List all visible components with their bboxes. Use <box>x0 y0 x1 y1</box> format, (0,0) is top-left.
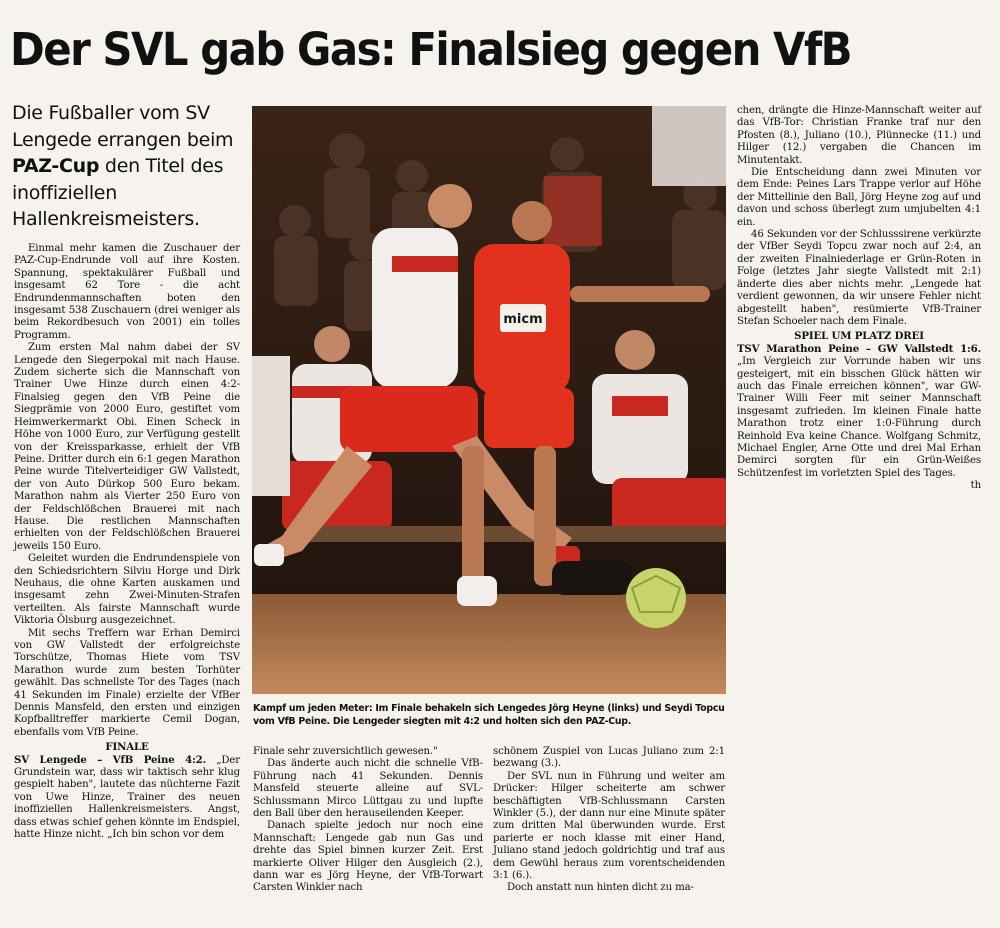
paragraph-text: „Im Vergleich zur Vorrunde haben wir uns gesteigert, mit ein bisschen Glück hätten wir auch das Finale erreichen können", war GW-Trainer Willi Feer mit seiner Mannschaft insgesamt zufrieden. Im kleinen Finale hatte Marathon trotz einer 1:0-Führung durch Reinhold Eva keine Chance. Wolfgang Schmitz, Michael Engler, Arne Otte und drei Mal Erhan Demirci sorgten für ein Grün-Weißes Schützenfest im vorletzten Spiel des Tages. <box>737 356 981 479</box>
paragraph <box>737 343 981 480</box>
paragraph: Einmal mehr kamen die Zuschauer der PAZ-Cup-Endrunde voll auf ihre Kosten. Spannung, spektakulärer Fußball und insgesamt 62 Tore - die acht Endrundenmannschaften boten den insgesamt 538 Zuschauern (drei weniger als beim Rekordbesuch von 2001) ein tolles Programm. <box>14 243 240 341</box>
teaser-end: den Titel des inoffiziellen Hallenkreismeisters. <box>12 155 224 230</box>
paragraph: 46 Sekunden vor der Schlusssirene verkürzte der VfBer Seydi Topcu zwar noch auf 2:4, an der zweiten Finalniederlage er Grün-Roten in Folge (letztes Jahr siegte Vallstedt mit 2:1) änderte dies aber nichts mehr. „Lengede hat verdient gewonnen, da wir unsere Fehler nicht abgestellt haben", resümierte VfB-Trainer Stefan Schoeler nach dem Finale. <box>737 229 981 327</box>
subheading-finale: FINALE <box>105 741 149 754</box>
paragraph: Die Entscheidung dann zwei Minuten vor dem Ende: Peines Lars Trappe verlor auf Höhe der Mittellinie den Ball, Jörg Heyne zog auf und davon und schoss überlegt zum umjubelten 4:1 ein. <box>737 167 981 228</box>
paragraph: Mit sechs Treffern war Erhan Demirci von GW Vallstedt der erfolgreichste Torschütze, Thomas Hiete vom TSV Marathon wurde zum besten Torhüter gewählt. Das schnellste Tor des Tages (nach 41 Sekunden im Finale) erzielte der VfBer Dennis Mansfeld, den ersten und einzigen Kopfballtreffer markierte Cemil Dogan, ebenfalls vom VfB Peine. <box>14 627 240 738</box>
article-column-3 <box>493 746 725 895</box>
article-column-2 <box>253 746 483 895</box>
author-signature: th <box>970 480 981 492</box>
paragraph: Zum ersten Mal nahm dabei der SV Lengede den Siegerpokal mit nach Hause. Zudem sicherte sich die Mannschaft von Trainer Uwe Hinze durch einen 4:2-Finalsieg gegen den VfB Peine die Siegprämie von 2000 Euro, gestiftet vom Heimwerkermarkt Obi. Einen Scheck in Höhe von 1000 Euro, zur Verfügung gestellt von der Kreissparkasse, erhielt der VfB Peine. Dritter durch ein 6:1 gegen Marathon Peine wurde Titelverteidiger GW Vallstedt, der von Auto Dürkop 500 Euro bekam. Marathon nahm als Vierter 250 Euro von der Feldschlößchen Brauerei mit nach Hause. Die restlichen Mannschaften erhielten von der Feldschlößchen Brauerei jeweils 150 Euro. <box>14 342 240 552</box>
teaser-start: Die Fußballer vom SV Lengede errangen beim <box>12 102 234 151</box>
paragraph: Das änderte auch nicht die schnelle VfB-Führung nach 41 Sekunden. Dennis Mansfeld steuerte alleine auf SVL-Schlussmann Mirco Lüttgau zu und lupfte den Ball über den herauseilenden Keeper. <box>253 758 483 820</box>
teaser-bold: PAZ-Cup <box>12 155 100 177</box>
paragraph: schönem Zuspiel von Lucas Juliano zum 2:1 bezwang (3.). <box>493 746 725 770</box>
paragraph: chen, drängte die Hinze-Mannschaft weiter auf das VfB-Tor: Christian Franke traf nur den Pfosten (8.), Juliano (10.), Plünnecke (11.) und Hilger (12.) vergaben die Chancen im Minutentakt. <box>737 105 981 166</box>
paragraph <box>14 754 240 842</box>
article-column-4 <box>737 105 981 493</box>
match-photo <box>252 106 726 694</box>
teaser <box>12 100 244 233</box>
paragraph: Der SVL nun in Führung und weiter am Drücker: Hilger scheiterte am schwer beschäftigten VfB-Schlussmann Carsten Winkler (5.), der dann nur eine Minute später zum dritten Mal überwunden wurde. Erst parierte er noch klasse mit einer Hand, Juliano stand jedoch goldrichtig und traf aus dem Gewühl heraus zum vorentscheidenden 3:1 (6.). <box>493 770 725 882</box>
paragraph-text: „Der Grundstein war, dass wir taktisch sehr klug gespielt haben", lautete das nüchterne Fazit von Uwe Hinze, Trainer des neuen inoffiziellen Hallenkreismeisters. Angst, dass etwas schief gehen könnte im Endspiel, hatte Hinze nicht. „Ich bin schon vor dem <box>14 754 240 841</box>
paragraph: Doch anstatt nun hinten dicht zu ma- <box>507 882 694 894</box>
article-column-1 <box>14 243 240 842</box>
paragraph: Geleitet wurden die Endrundenspiele von den Schiedsrichtern Silviu Horge und Dirk Neuhaus, die ohne Karten auskamen und insgesamt zehn Zwei-Minuten-Strafen verteilten. Als fairste Mannschaft wurde Viktoria Ölsburg ausgezeichnet. <box>14 553 240 627</box>
headline: Der SVL gab Gas: Finalsieg gegen VfB <box>10 23 852 76</box>
match-result: SV Lengede – VfB Peine 4:2. <box>14 753 207 766</box>
photo-caption: Kampf um jeden Meter: Im Finale behakeln sich Lengedes Jörg Heyne (links) und Seydi Topcu vom VfB Peine. Die Lengeder siegten mit 4:2 und holten sich den PAZ-Cup. <box>253 703 725 727</box>
paragraph: Finale sehr zuversichtlich gewesen." <box>253 746 438 757</box>
match-result: TSV Marathon Peine – GW Vallstedt 1:6. <box>737 342 981 355</box>
subheading-third-place: SPIEL UM PLATZ DREI <box>794 330 924 343</box>
paragraph: Danach spielte jedoch nur noch eine Mannschaft: Lengede gab nun Gas und drehte das Spiel binnen kurzer Zeit. Erst markierte Oliver Hilger den Ausgleich (2.), dann war es Jörg Heyne, der VfB-Torwart Carsten Winkler nach <box>253 820 483 894</box>
jersey-sponsor: micm <box>503 312 543 327</box>
